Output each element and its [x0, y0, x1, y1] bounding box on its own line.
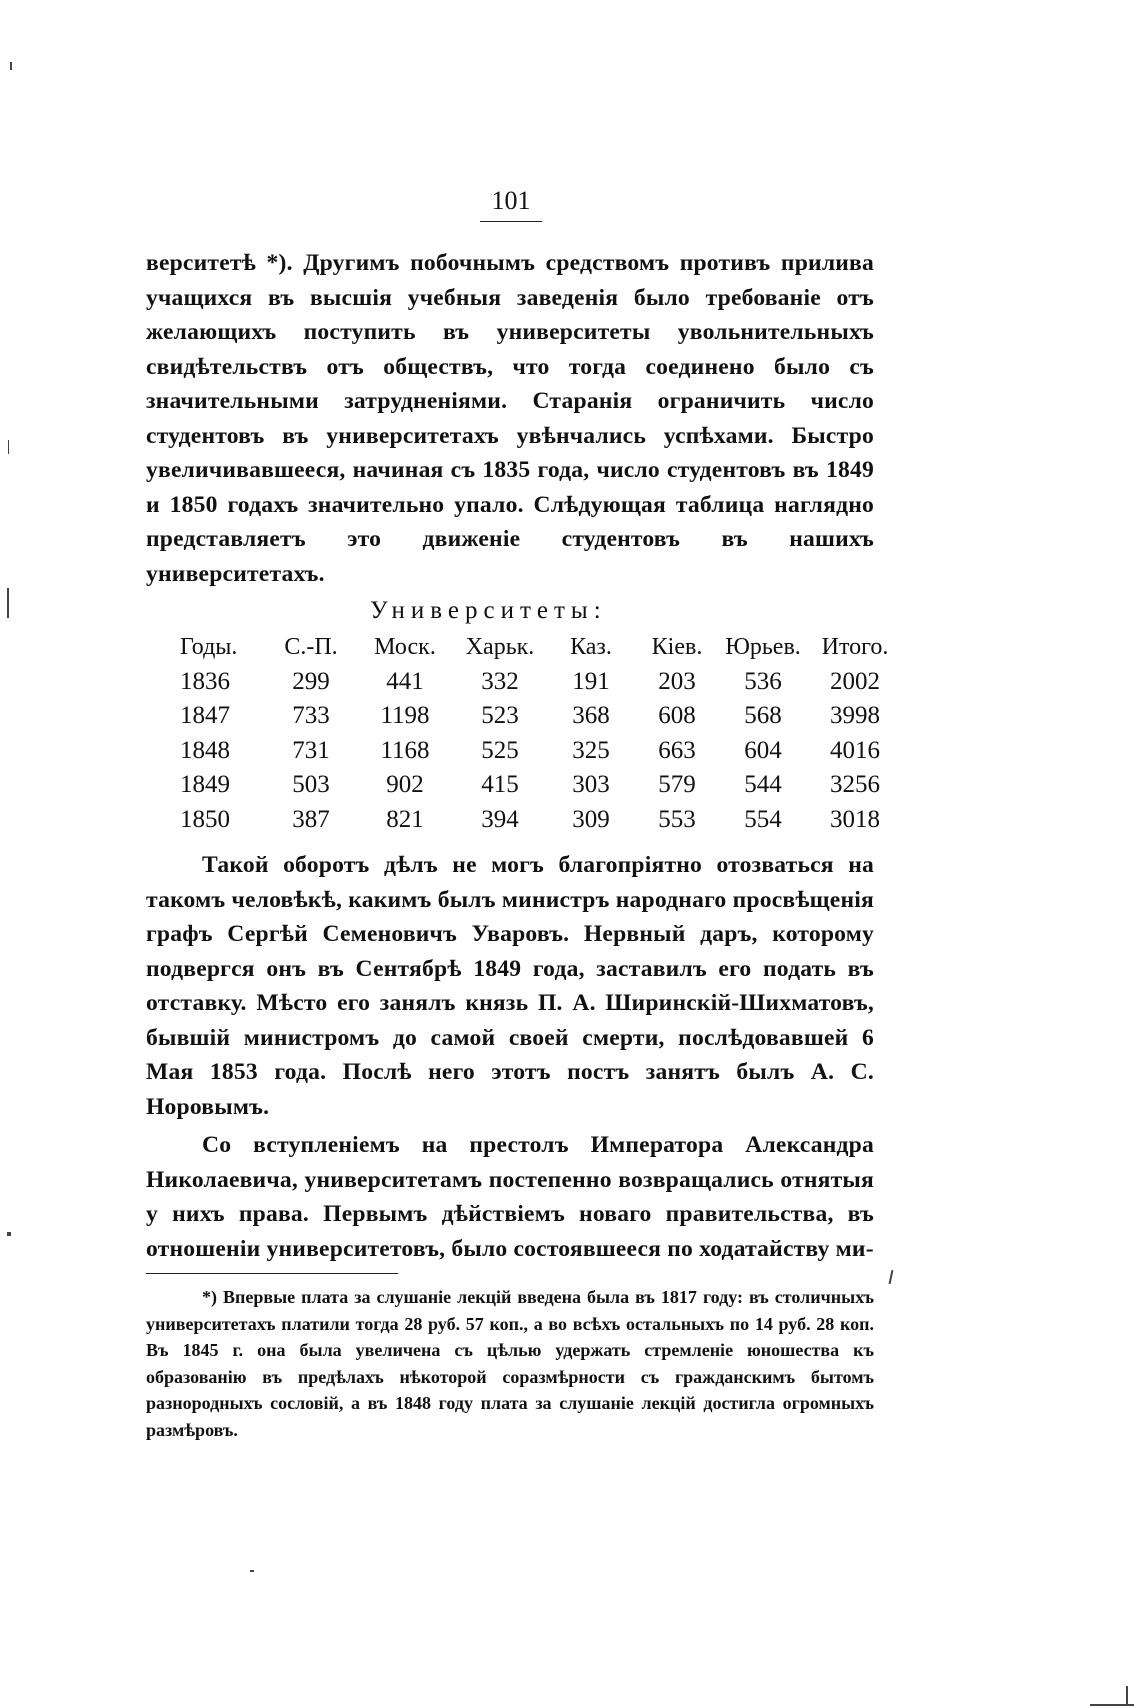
table-cell: 503: [292, 771, 330, 798]
table-cell: 299: [292, 667, 330, 695]
table-cell: 579: [658, 771, 696, 798]
table-cell: 731: [292, 736, 330, 764]
table-cell: 303: [572, 771, 610, 798]
scan-mark: [250, 1570, 254, 1572]
table-cell: 663: [658, 736, 696, 764]
table-cell: 1849: [180, 771, 230, 798]
table-cell: 3018: [830, 805, 880, 833]
table-cell: 608: [658, 702, 696, 729]
table-cell: 525: [481, 736, 519, 764]
table-cell: 1847: [180, 702, 230, 729]
scan-mark: [10, 62, 12, 70]
table-cell: 441: [386, 667, 424, 695]
table-cell: 553: [658, 805, 696, 833]
table-cell: 1198: [380, 702, 430, 729]
table-cell: 387: [292, 805, 330, 833]
footnote: *) Впервые плата за слушаніе лекцій введена была въ 1817 году: въ столичныхъ университетахъ платили тогда 28 руб. 57 коп., а во всѣхъ остальныхъ по 14 руб. 28 коп. Въ 1845 г. она была увеличена съ цѣлью удержать стремленіе юношества къ образованію въ предѣлахъ нѣкоторой соразмѣрности съ гражданскимъ бытомъ разнородныхъ сословій, а въ 1848 году плата за слушаніе лекцій достигла огромныхъ размѣровъ.: [146, 1287, 874, 1440]
table-cell: 1848: [180, 736, 230, 764]
table-header-row: [180, 630, 889, 665]
table-title: Университеты:: [370, 597, 607, 624]
page-number: 101: [491, 186, 531, 215]
table-cell: 2002: [830, 667, 880, 695]
table-cell: 821: [386, 805, 424, 833]
table-cell: 568: [744, 702, 782, 729]
paragraph-3: Со вступленіемъ на престолъ Императора Александра Николаевича, университетамъ постепенно возвращались отнятыя у нихъ права. Первымъ дѣйствіемъ новаго правительства, въ отношеніи университетовъ, было состоявшееся по ходатайству ми-: [146, 1132, 874, 1262]
table-cell: 332: [481, 667, 519, 695]
table-cell: 394: [481, 805, 519, 833]
scan-mark: [8, 440, 9, 454]
table-row: [180, 768, 880, 803]
table-cell: 902: [386, 771, 424, 798]
table-cell: 3998: [830, 702, 880, 729]
header-cell-total: Итого.: [821, 634, 889, 660]
table-row: [180, 734, 880, 769]
footnote-separator: [146, 1273, 398, 1274]
header-cell-kharkov: Харьк.: [465, 634, 535, 660]
header-cell-spb: С.-П.: [284, 634, 338, 660]
scan-mark: [889, 1270, 893, 1284]
scan-mark: [7, 588, 9, 618]
table-cell: 554: [744, 805, 782, 833]
table-row: [180, 699, 880, 734]
table-cell: 523: [481, 702, 519, 729]
table-cell: 1836: [180, 667, 230, 695]
table-row: [180, 803, 880, 838]
page-number-underline: [480, 221, 542, 222]
paragraph-2: Такой оборотъ дѣлъ не могъ благопріятно отозваться на такомъ человѣкѣ, какимъ былъ министръ народнаго просвѣщенія графъ Сергѣй Семеновичъ Уваровъ. Нервный даръ, которому подвергся онъ въ Сентябрѣ 1849 года, заставилъ его подать въ отставку. Мѣсто его занялъ князь П. А. Ширинскій-Шихматовъ, бывшій министромъ до самой своей смерти, послѣдовавшей 6 Мая 1853 года. Послѣ него этотъ постъ занятъ былъ А. С. Норовымъ.: [146, 852, 874, 1120]
paragraph-1: верситетѣ *). Другимъ побочнымъ средствомъ противъ прилива учащихся въ высшія учебныя заведенія было требованіе отъ желающихъ поступить въ университеты увольнительныхъ свидѣтельствъ отъ обществъ, что тогда соединено было съ значительными затрудненіями. Старанія ограничить число студентовъ въ университетахъ увѣнчались успѣхами. Быстро увеличивавшееся, начиная съ 1835 года, число студентовъ въ 1849 и 1850 годахъ значительно упало. Слѣдующая таблица наглядно представляетъ это движеніе студентовъ въ нашихъ университетахъ.: [146, 250, 874, 587]
header-cell-moscow: Моск.: [374, 634, 436, 660]
table-row: [180, 665, 880, 700]
student-statistics-table: [180, 630, 889, 837]
table-cell: 604: [744, 736, 782, 764]
table-cell: 536: [744, 667, 782, 695]
table-cell: 3256: [830, 771, 880, 798]
header-cell-kiev: Кіев.: [651, 634, 703, 660]
table-cell: 203: [658, 667, 696, 695]
header-cell-yuryev: Юрьев.: [725, 634, 801, 660]
table-cell: 191: [572, 667, 610, 695]
scan-mark: [1126, 1686, 1128, 1704]
header-cell-years: Годы.: [180, 634, 238, 660]
table-cell: 4016: [830, 736, 880, 764]
table-cell: 325: [572, 736, 610, 764]
table-cell: 1168: [380, 736, 430, 764]
table-cell: 309: [572, 805, 610, 833]
scan-mark: [7, 1232, 11, 1236]
header-cell-kazan: Каз.: [570, 634, 612, 660]
table-cell: 733: [292, 702, 330, 729]
table-cell: 544: [744, 771, 782, 798]
table-cell: 1850: [180, 805, 230, 833]
table-cell: 368: [572, 702, 610, 729]
table-cell: 415: [481, 771, 519, 798]
scan-mark: [1090, 1704, 1134, 1706]
